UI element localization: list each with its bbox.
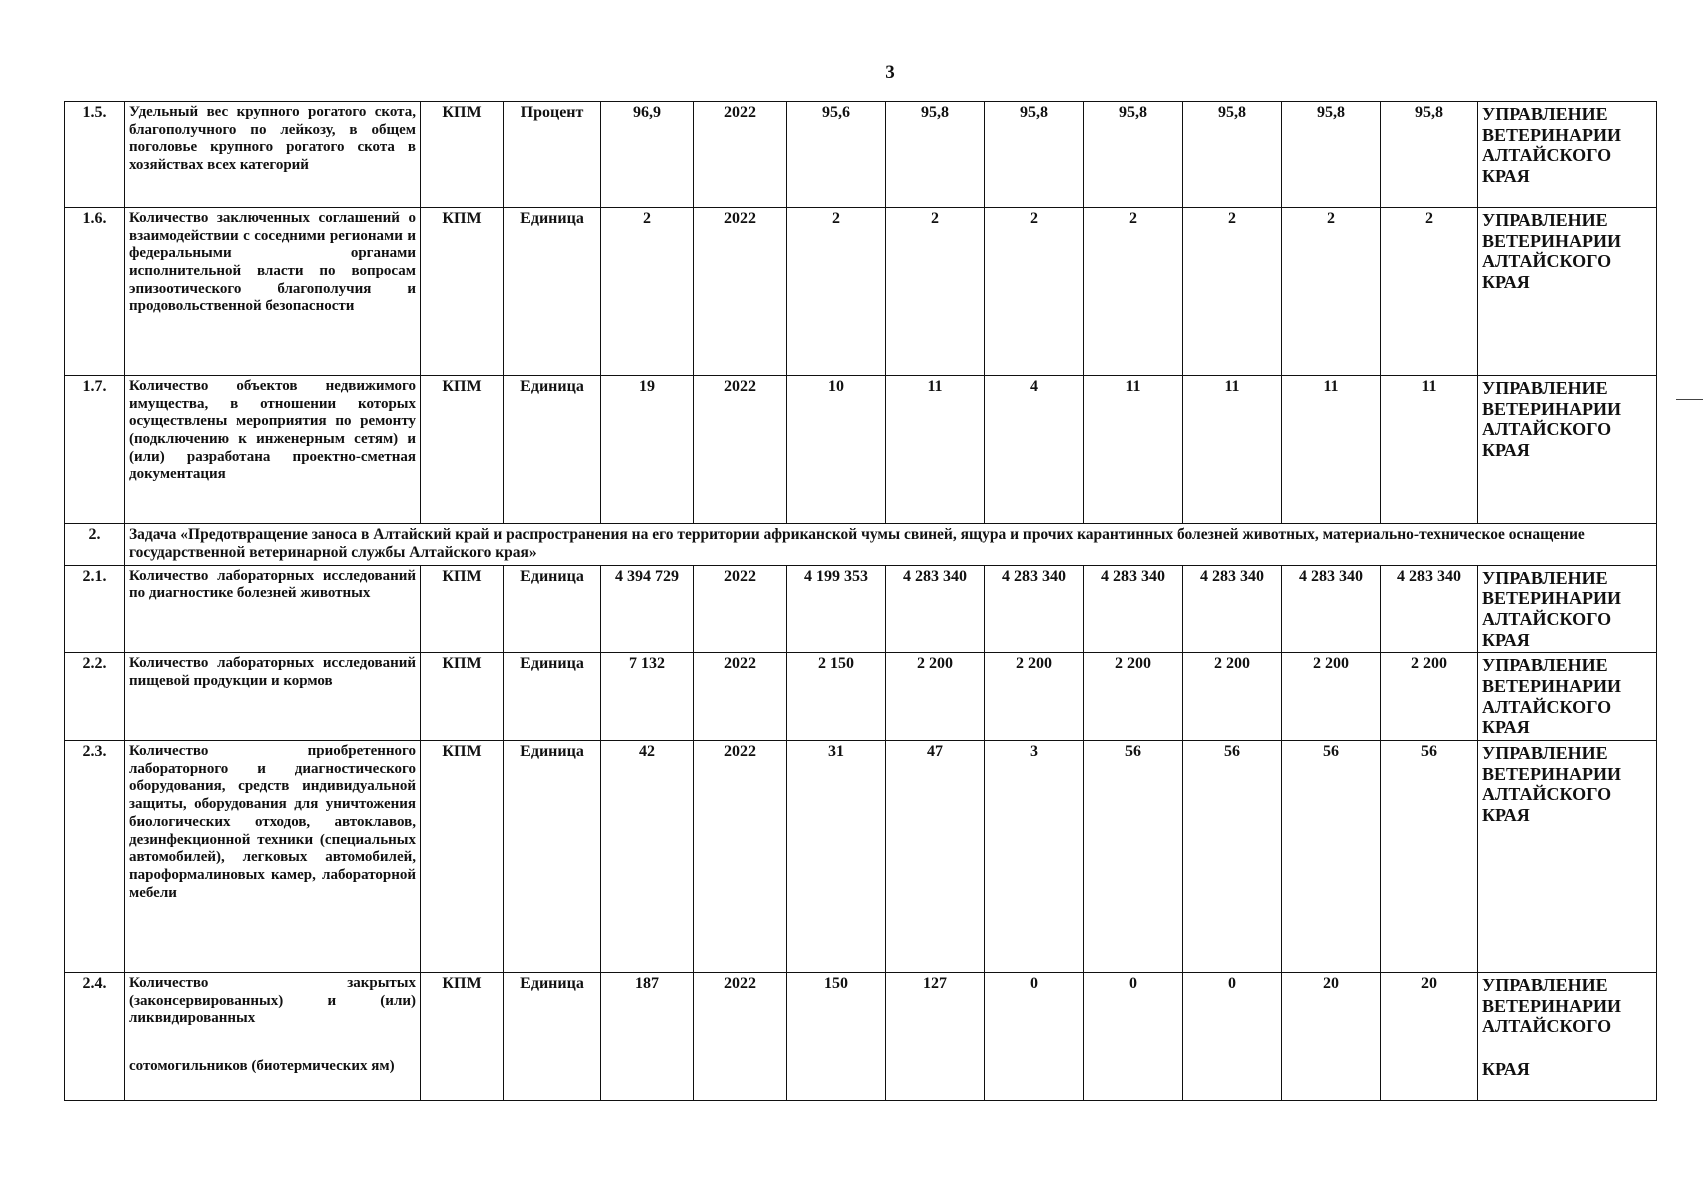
indicator-name-part: сотомогильников (биотермических ям) xyxy=(129,1058,395,1075)
indicator-name: Количество заключенных соглашений о взаимодействии с соседними регионами и федеральными органами исполнительной власти по вопросам эпизоотического благополучия и продовольственной безопасности xyxy=(125,208,421,376)
indicator-name xyxy=(125,973,421,1101)
table-row xyxy=(65,565,1657,653)
indicator-type: КПМ xyxy=(421,102,504,208)
page-number: 3 xyxy=(885,62,895,83)
table-row xyxy=(65,376,1657,524)
value: 11 xyxy=(1084,376,1183,524)
indicator-type: КПМ xyxy=(421,973,504,1101)
unit: Единица xyxy=(504,376,601,524)
responsible-org-part: КРАЯ xyxy=(1482,1059,1530,1080)
value: 4 283 340 xyxy=(1282,565,1381,653)
value: 4 283 340 xyxy=(1381,565,1478,653)
responsible-org: УПРАВЛЕНИЕ ВЕТЕРИНАРИИ АЛТАЙСКОГО КРАЯ xyxy=(1478,208,1657,376)
unit: Процент xyxy=(504,102,601,208)
responsible-org xyxy=(1478,973,1657,1101)
responsible-org: УПРАВЛЕНИЕ ВЕТЕРИНАРИИ АЛТАЙСКОГО КРАЯ xyxy=(1478,376,1657,524)
value: 20 xyxy=(1381,973,1478,1101)
indicator-name: Удельный вес крупного рогатого скота, благополучного по лейкозу, в общем поголовье крупного рогатого скота в хозяйствах всех категорий xyxy=(125,102,421,208)
value: 95,8 xyxy=(1183,102,1282,208)
row-number: 1.5. xyxy=(65,102,125,208)
value: 4 xyxy=(985,376,1084,524)
unit: Единица xyxy=(504,741,601,973)
unit: Единица xyxy=(504,208,601,376)
value: 95,8 xyxy=(886,102,985,208)
value: 150 xyxy=(787,973,886,1101)
base-value: 96,9 xyxy=(601,102,694,208)
base-year: 2022 xyxy=(694,208,787,376)
value: 4 199 353 xyxy=(787,565,886,653)
row-number: 2.2. xyxy=(65,653,125,741)
value: 127 xyxy=(886,973,985,1101)
indicator-type: КПМ xyxy=(421,653,504,741)
value: 47 xyxy=(886,741,985,973)
base-year: 2022 xyxy=(694,102,787,208)
value: 2 xyxy=(985,208,1084,376)
indicator-name: Количество приобретенного лабораторного и диагностического оборудования, средств индивидуальной защиты, оборудования для уничтожения биологических отходов, автоклавов, дезинфекционной техники (специальных автомобилей), легковых автомобилей, пароформалиновых камер, лабораторной мебели xyxy=(125,741,421,973)
value: 0 xyxy=(1084,973,1183,1101)
value: 4 283 340 xyxy=(886,565,985,653)
base-year: 2022 xyxy=(694,376,787,524)
value: 11 xyxy=(1381,376,1478,524)
row-number: 2.3. xyxy=(65,741,125,973)
base-value: 187 xyxy=(601,973,694,1101)
base-year: 2022 xyxy=(694,973,787,1101)
responsible-org: УПРАВЛЕНИЕ ВЕТЕРИНАРИИ АЛТАЙСКОГО КРАЯ xyxy=(1478,741,1657,973)
value: 10 xyxy=(787,376,886,524)
value: 3 xyxy=(985,741,1084,973)
value: 95,8 xyxy=(985,102,1084,208)
base-value: 19 xyxy=(601,376,694,524)
value: 11 xyxy=(1282,376,1381,524)
value: 2 200 xyxy=(985,653,1084,741)
value: 2 200 xyxy=(1282,653,1381,741)
base-year: 2022 xyxy=(694,565,787,653)
value: 2 xyxy=(1183,208,1282,376)
indicator-type: КПМ xyxy=(421,376,504,524)
responsible-org-part: УПРАВЛЕНИЕ ВЕТЕРИНАРИИ АЛТАЙСКОГО xyxy=(1482,975,1622,1037)
base-value: 4 394 729 xyxy=(601,565,694,653)
value: 2 xyxy=(1282,208,1381,376)
value: 11 xyxy=(1183,376,1282,524)
unit: Единица xyxy=(504,565,601,653)
value: 2 200 xyxy=(1381,653,1478,741)
value: 2 200 xyxy=(886,653,985,741)
table-row xyxy=(65,102,1657,208)
margin-line xyxy=(1676,399,1703,400)
value: 20 xyxy=(1282,973,1381,1101)
value: 56 xyxy=(1183,741,1282,973)
value: 2 200 xyxy=(1084,653,1183,741)
table-row xyxy=(65,208,1657,376)
value: 95,6 xyxy=(787,102,886,208)
row-number: 2.4. xyxy=(65,973,125,1101)
task-number: 2. xyxy=(65,524,125,566)
value: 2 xyxy=(1084,208,1183,376)
value: 11 xyxy=(886,376,985,524)
value: 95,8 xyxy=(1381,102,1478,208)
value: 95,8 xyxy=(1282,102,1381,208)
value: 56 xyxy=(1381,741,1478,973)
unit: Единица xyxy=(504,973,601,1101)
indicator-type: КПМ xyxy=(421,565,504,653)
base-value: 7 132 xyxy=(601,653,694,741)
value: 31 xyxy=(787,741,886,973)
base-year: 2022 xyxy=(694,741,787,973)
indicator-type: КПМ xyxy=(421,741,504,973)
responsible-org: УПРАВЛЕНИЕ ВЕТЕРИНАРИИ АЛТАЙСКОГО КРАЯ xyxy=(1478,102,1657,208)
indicator-name-part: Количество закрытых (законсервированных) и (или) ликвидированных xyxy=(129,975,416,1027)
value: 2 xyxy=(1381,208,1478,376)
table-row xyxy=(65,973,1657,1101)
row-number: 1.7. xyxy=(65,376,125,524)
indicators-table xyxy=(64,101,1657,1101)
responsible-org: УПРАВЛЕНИЕ ВЕТЕРИНАРИИ АЛТАЙСКОГО КРАЯ xyxy=(1478,565,1657,653)
value: 0 xyxy=(1183,973,1282,1101)
value: 56 xyxy=(1084,741,1183,973)
value: 95,8 xyxy=(1084,102,1183,208)
value: 2 xyxy=(886,208,985,376)
base-year: 2022 xyxy=(694,653,787,741)
task-text: Задача «Предотвращение заноса в Алтайский край и распространения на его территории африканской чумы свиней, ящура и прочих карантинных болезней животных, материально-техническое оснащение государственной ветеринарной службы Алтайского края» xyxy=(125,524,1657,566)
value: 4 283 340 xyxy=(1084,565,1183,653)
value: 56 xyxy=(1282,741,1381,973)
task-row xyxy=(65,524,1657,566)
unit: Единица xyxy=(504,653,601,741)
value: 2 xyxy=(787,208,886,376)
value: 2 150 xyxy=(787,653,886,741)
row-number: 2.1. xyxy=(65,565,125,653)
base-value: 42 xyxy=(601,741,694,973)
base-value: 2 xyxy=(601,208,694,376)
value: 4 283 340 xyxy=(985,565,1084,653)
indicator-type: КПМ xyxy=(421,208,504,376)
indicator-name: Количество лабораторных исследований пищевой продукции и кормов xyxy=(125,653,421,741)
row-number: 1.6. xyxy=(65,208,125,376)
value: 4 283 340 xyxy=(1183,565,1282,653)
value: 0 xyxy=(985,973,1084,1101)
indicator-name: Количество объектов недвижимого имущества, в отношении которых осуществлены мероприятия по ремонту (подключению к инженерным сетям) и (или) разработана проектно-сметная документация xyxy=(125,376,421,524)
value: 2 200 xyxy=(1183,653,1282,741)
responsible-org: УПРАВЛЕНИЕ ВЕТЕРИНАРИИ АЛТАЙСКОГО КРАЯ xyxy=(1478,653,1657,741)
indicator-name: Количество лабораторных исследований по диагностике болезней животных xyxy=(125,565,421,653)
table-row xyxy=(65,653,1657,741)
table-row xyxy=(65,741,1657,973)
